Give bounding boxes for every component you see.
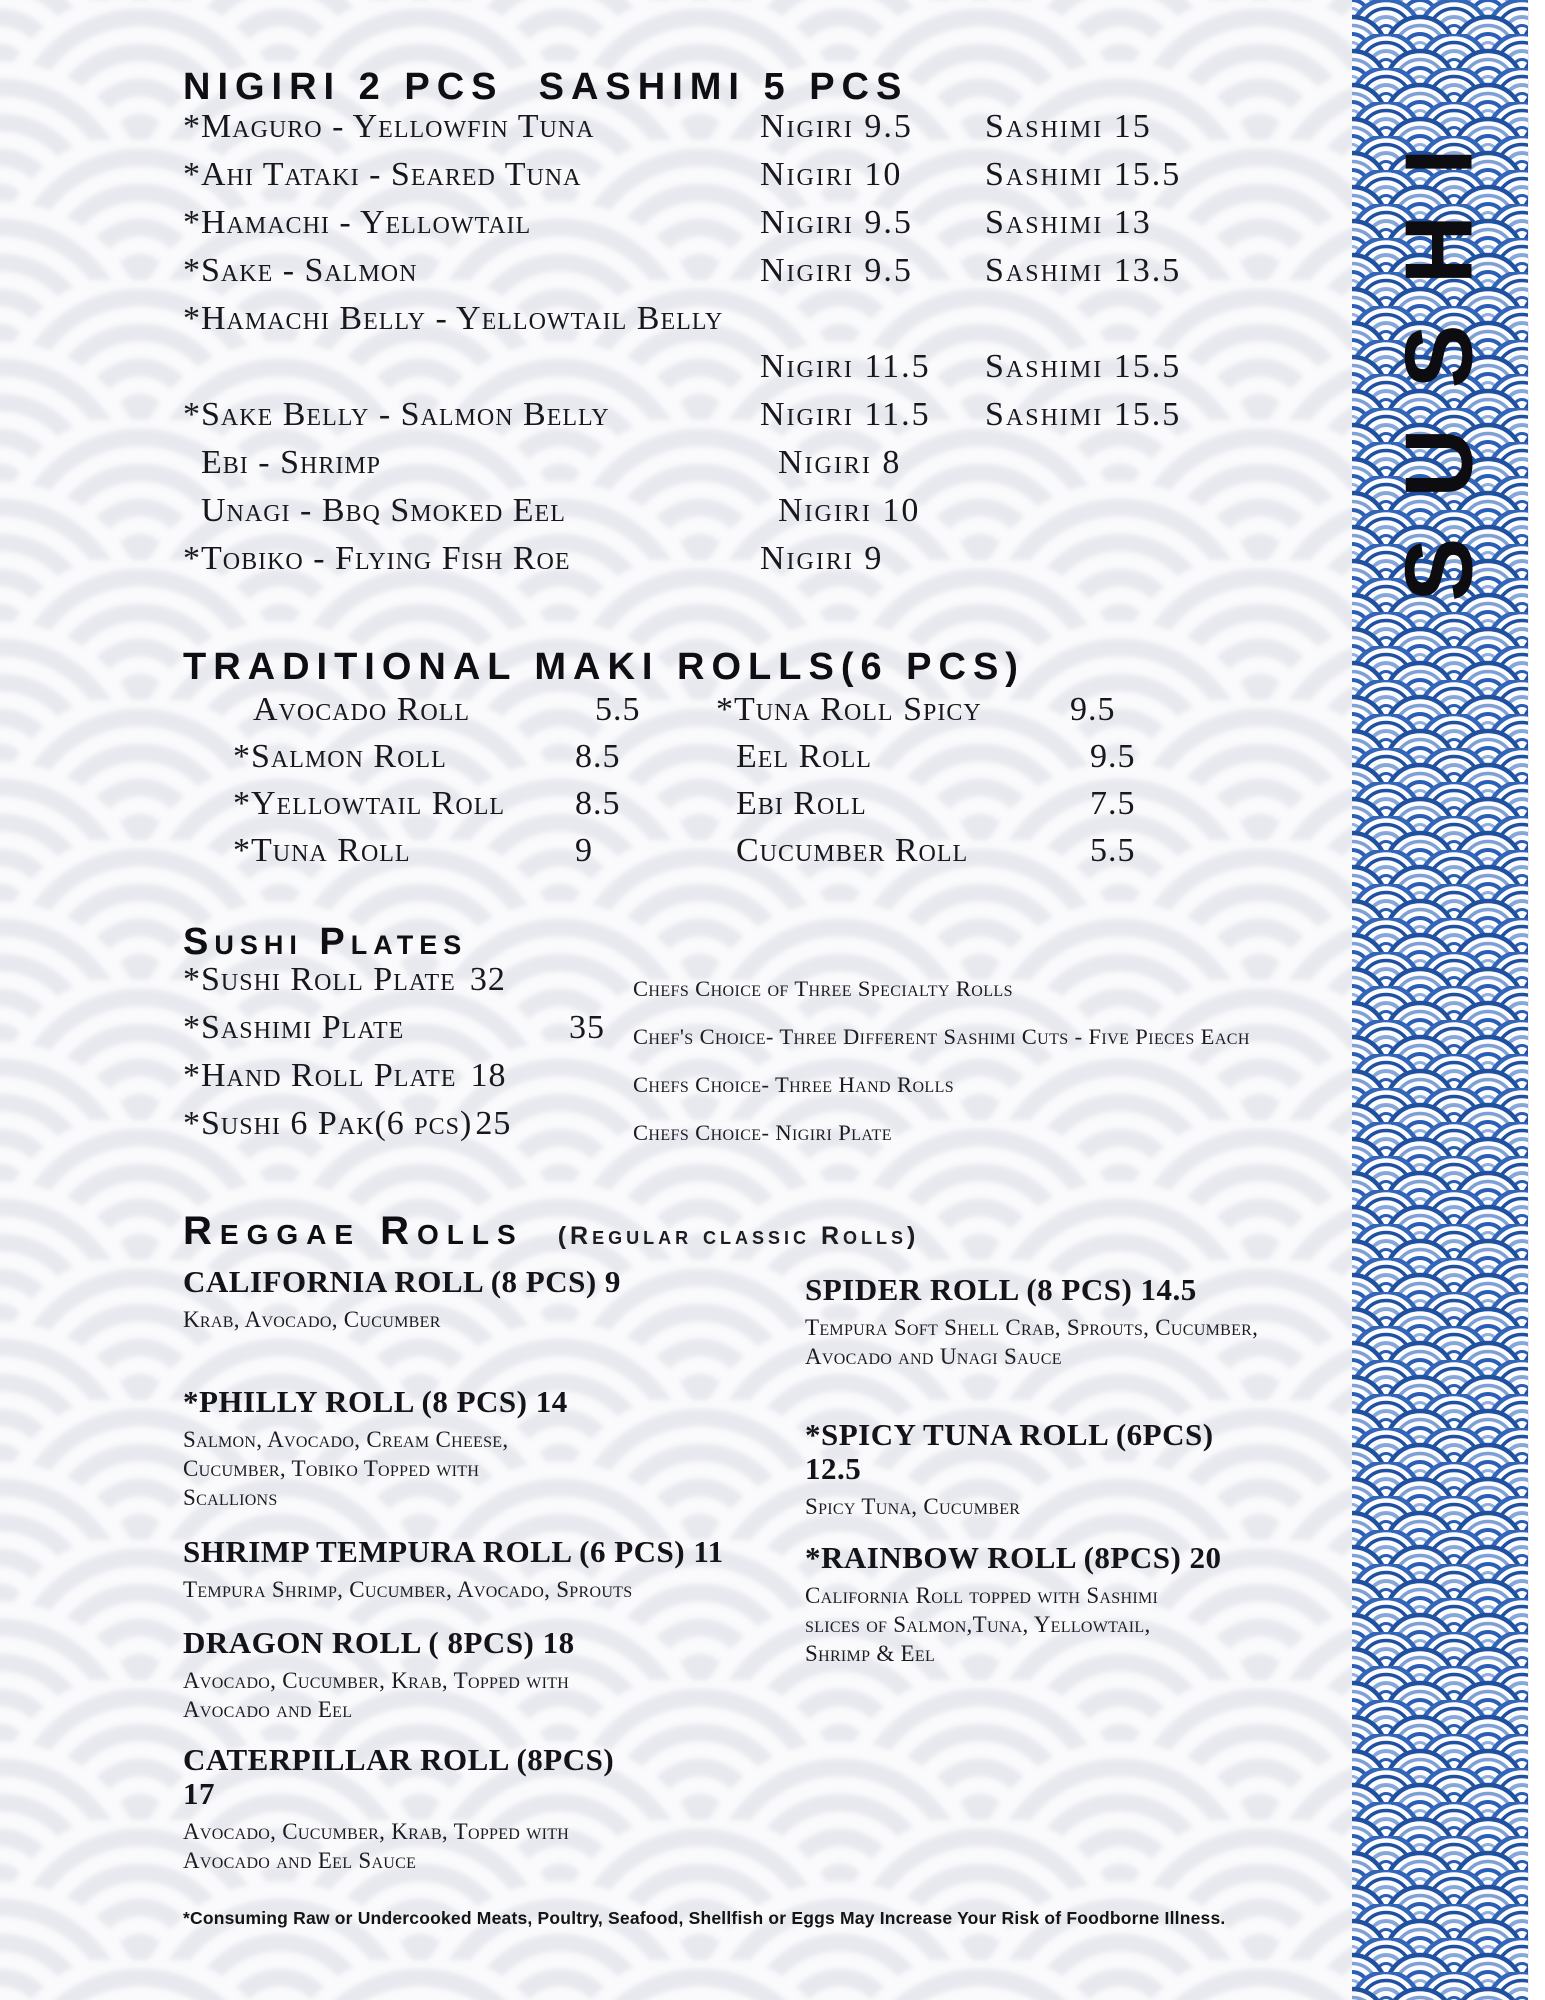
item-name: Avocado Roll [253, 691, 471, 728]
roll-title: *PHILLY ROLL (8 PCS) 14 [183, 1384, 568, 1419]
roll-item [805, 1541, 1245, 1668]
menu-item-row [716, 693, 1136, 740]
menu-item-row [183, 1059, 1323, 1107]
reggae-section-header [183, 1211, 919, 1251]
menu-item-row [183, 542, 1243, 590]
item-description: Chef's Choice- Three Different Sashimi Cuts - Five Pieces Each [633, 1024, 1250, 1049]
roll-item [183, 1385, 623, 1512]
roll-description: Tempura Shrimp, Cucumber, Avocado, Sprouts [183, 1577, 633, 1603]
item-name: *Sushi 6 Pak(6 pcs) [183, 1105, 473, 1142]
item-nigiri-price: Nigiri 10 [760, 156, 903, 193]
item-name: Cucumber Roll [736, 832, 969, 869]
plates-list [183, 963, 1323, 1155]
roll-item [183, 1535, 743, 1604]
nigiri-section-title: NIGIRI 2 PCS SASHIMI 5 PCS [183, 66, 909, 108]
item-nigiri-price: Nigiri 11.5 [760, 396, 931, 433]
item-sashimi-price: Sashimi 15 [985, 108, 1152, 145]
item-name: *Tobiko - Flying Fish Roe [183, 540, 571, 577]
side-banner-text-wrap [1352, 90, 1528, 620]
item-price: 9.5 [1090, 738, 1136, 775]
roll-item [805, 1418, 1275, 1521]
menu-item-row [716, 834, 1136, 881]
roll-title: *RAINBOW ROLL (8PCS) 20 [805, 1540, 1222, 1575]
roll-title: CATERPILLAR ROLL (8PCS) 17 [183, 1742, 615, 1812]
roll-description: California Roll topped with Sashimi slices of Salmon,Tuna, Yellowtail, Shrimp & Eel [805, 1583, 1159, 1667]
item-name: *Hamachi Belly - Yellowtail Belly [183, 300, 724, 337]
item-price: 9.5 [1070, 691, 1116, 728]
roll-title: SPIDER ROLL (8 PCS) 14.5 [805, 1272, 1197, 1307]
item-sashimi-price: Sashimi 15.5 [985, 396, 1182, 433]
menu-item-row [183, 158, 1243, 206]
menu-item-row [183, 110, 1243, 158]
item-name: *Sushi Roll Plate [183, 961, 456, 998]
roll-item [183, 1265, 623, 1334]
item-nigiri-price: Nigiri 11.5 [760, 348, 931, 385]
item-name: *Salmon Roll [233, 738, 447, 775]
item-nigiri-price: Nigiri 9.5 [760, 108, 913, 145]
item-price: 5.5 [1090, 832, 1136, 869]
item-sashimi-price: Sashimi 13 [985, 204, 1152, 241]
footer-disclaimer: *Consuming Raw or Undercooked Meats, Poultry, Seafood, Shellfish or Eggs May Increase Your Risk of Foodborne Illness. [183, 1908, 1226, 1928]
roll-title: DRAGON ROLL ( 8PCS) 18 [183, 1625, 575, 1660]
menu-item-row [183, 1107, 1323, 1155]
page-right-margin [1529, 0, 1545, 2000]
menu-item-row [183, 206, 1243, 254]
item-name: *Hand Roll Plate [183, 1057, 457, 1094]
roll-title: SHRIMP TEMPURA ROLL (6 PCS) 11 [183, 1534, 724, 1569]
roll-description: Spicy Tuna, Cucumber [805, 1494, 1021, 1520]
item-name: *Sake - Salmon [183, 252, 418, 289]
menu-item-row [233, 834, 641, 881]
item-sashimi-price: Sashimi 15.5 [985, 156, 1182, 193]
maki-right-column [716, 693, 1136, 881]
menu-item-row [183, 494, 1243, 542]
item-price: 25 [475, 1105, 512, 1142]
item-price: 32 [469, 961, 506, 998]
menu-item-row [183, 446, 1243, 494]
roll-description: Tempura Soft Shell Crab, Sprouts, Cucumber, Avocado and Unagi Sauce [805, 1315, 1259, 1370]
item-nigiri-price: Nigiri 9.5 [760, 252, 913, 289]
item-description: Chefs Choice- Three Hand Rolls [633, 1072, 955, 1097]
roll-title: *SPICY TUNA ROLL (6PCS) 12.5 [805, 1417, 1214, 1487]
menu-item-row [716, 787, 1136, 834]
item-name: *Tuna Roll [233, 832, 411, 869]
menu-item-row [716, 740, 1136, 787]
menu-item-price-row [183, 350, 1243, 398]
roll-description: Salmon, Avocado, Cream Cheese, Cucumber, Tobiko Topped with Scallions [183, 1427, 509, 1511]
side-banner [1352, 0, 1528, 2000]
item-name: Ebi Roll [736, 785, 867, 822]
menu-item-row [233, 787, 641, 834]
item-name: Eel Roll [736, 738, 872, 775]
maki-left-column [233, 693, 641, 881]
menu-item-row [183, 302, 1243, 350]
menu-item-row [183, 1011, 1323, 1059]
reggae-section-title: Reggae Rolls [183, 1209, 524, 1253]
roll-item [805, 1273, 1275, 1371]
item-name: *Sashimi Plate [183, 1009, 405, 1046]
item-name: *Tuna Roll Spicy [716, 691, 982, 728]
roll-item [183, 1743, 623, 1875]
item-price: 7.5 [1090, 785, 1136, 822]
roll-item [183, 1626, 623, 1724]
item-description: Chefs Choice of Three Specialty Rolls [633, 976, 1013, 1001]
maki-section-title: TRADITIONAL MAKI ROLLS(6 PCS) [183, 646, 1025, 688]
item-nigiri-price: Nigiri 10 [778, 492, 921, 529]
item-sashimi-price: Sashimi 15.5 [985, 348, 1182, 385]
item-name: *Hamachi - Yellowtail [183, 204, 532, 241]
menu-item-row [233, 693, 641, 740]
item-name: *Ahi Tataki - Seared Tuna [183, 156, 582, 193]
plates-section-title: Sushi Plates [183, 921, 468, 963]
item-nigiri-price: Nigiri 8 [778, 444, 902, 481]
item-price: 8.5 [575, 785, 621, 822]
item-nigiri-price: Nigiri 9 [760, 540, 884, 577]
roll-description: Krab, Avocado, Cucumber [183, 1307, 441, 1333]
item-description: Chefs Choice- Nigiri Plate [633, 1120, 892, 1145]
item-price: 35 [569, 1009, 605, 1046]
nigiri-price-list [183, 110, 1243, 590]
item-name: *Yellowtail Roll [233, 785, 506, 822]
menu-item-row [233, 740, 641, 787]
item-price: 8.5 [575, 738, 621, 775]
menu-item-row [183, 254, 1243, 302]
item-name: *Sake Belly - Salmon Belly [183, 396, 610, 433]
menu-item-row [183, 963, 1323, 1011]
item-price: 5.5 [595, 691, 641, 728]
menu-item-row [183, 398, 1243, 446]
roll-description: Avocado, Cucumber, Krab, Topped with Avocado and Eel Sauce [183, 1819, 570, 1874]
item-name: *Maguro - Yellowfin Tuna [183, 108, 595, 145]
roll-description: Avocado, Cucumber, Krab, Topped with Avocado and Eel [183, 1668, 570, 1723]
item-name: Ebi - Shrimp [201, 444, 382, 481]
item-price: 9 [575, 832, 593, 869]
item-price: 18 [470, 1057, 507, 1094]
item-sashimi-price: Sashimi 13.5 [985, 252, 1182, 289]
item-nigiri-price: Nigiri 9.5 [760, 204, 913, 241]
item-name: Unagi - Bbq Smoked Eel [201, 492, 566, 529]
reggae-section-subtitle: (Regular classic Rolls) [557, 1222, 920, 1250]
roll-title: CALIFORNIA ROLL (8 PCS) 9 [183, 1264, 621, 1299]
side-banner-text: SUSHI [1386, 108, 1494, 602]
